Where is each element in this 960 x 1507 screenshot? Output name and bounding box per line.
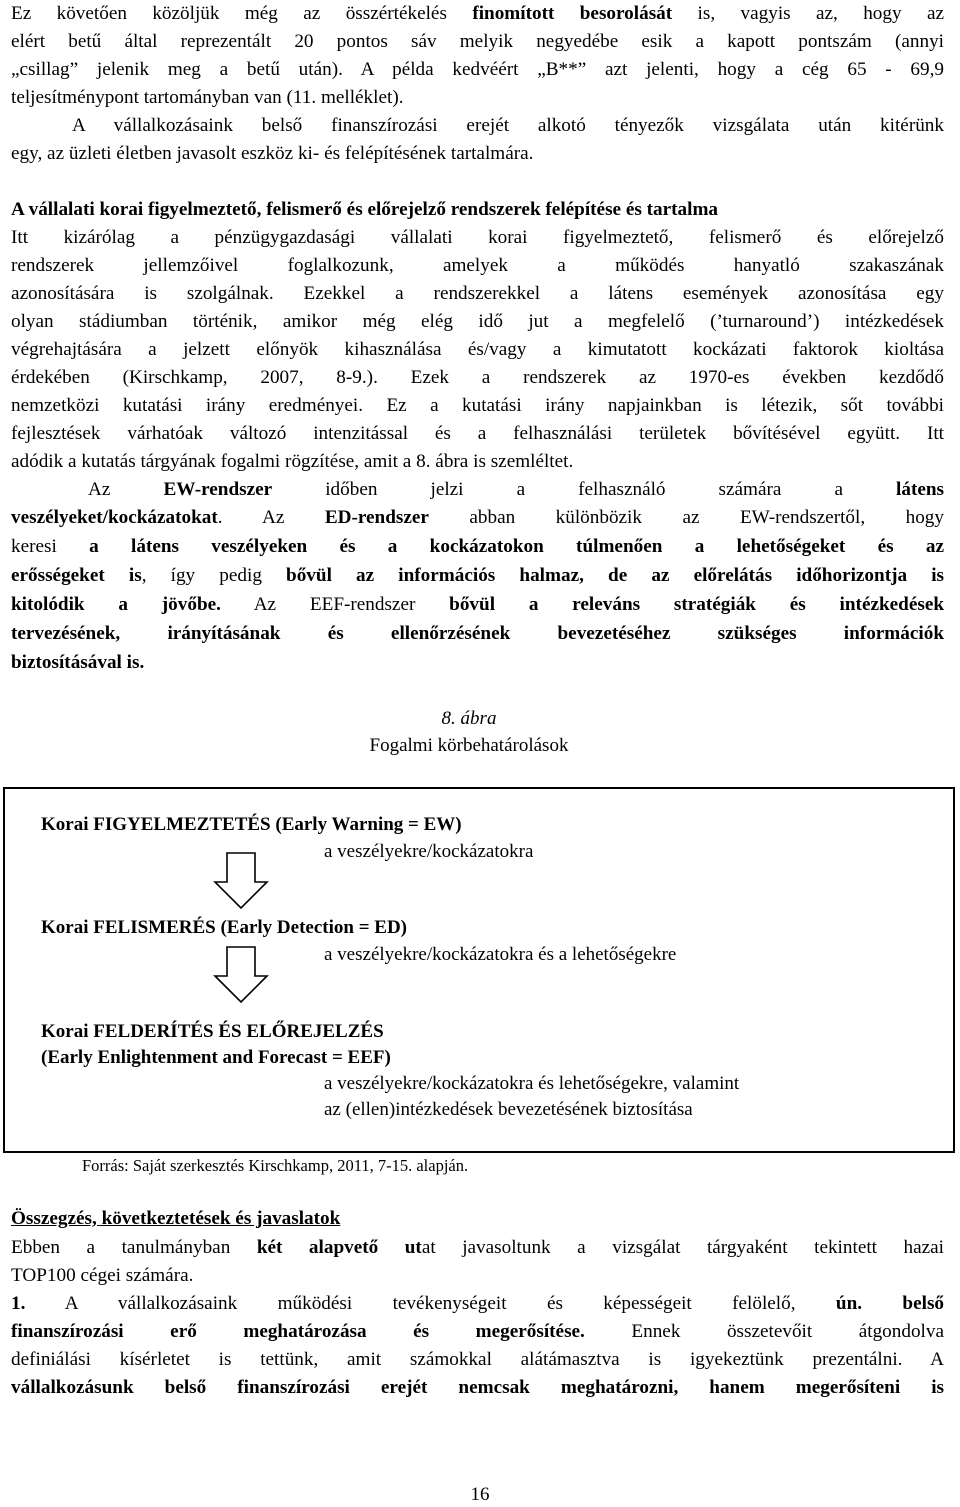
section-heading: A vállalati korai figyelmeztető, felismerő és előrejelző rendszerek felépítése és tartalma xyxy=(11,199,719,220)
text-line: definiálási kísérletet is tettünk, amit számokkal alátámasztva is igyekeztünk prezentálni. A xyxy=(11,1349,944,1370)
text-line: TOP100 cégei számára. xyxy=(11,1265,194,1286)
text-line: tervezésének, irányításának és ellenőrzésének bevezetéséhez szükséges információk xyxy=(11,623,944,644)
text-line: Az EW-rendszer időben jelzi a felhasználó számára a látens xyxy=(88,479,944,500)
down-arrow-icon xyxy=(213,946,269,1004)
text-line: olyan stádiumban történik, amikor még elég idő jut a megfelelő (’turnaround’) intézkedések xyxy=(11,311,944,332)
text-line: veszélyeket/kockázatokat. Az ED-rendszer abban különbözik az EW-rendszertől, hogy xyxy=(11,507,944,528)
text-line: erősségeket is, így pedig bővül az információs halmaz, de az előrelátás időhorizontja is xyxy=(11,565,945,586)
text-line: kitolódik a jövőbe. Az EEF-rendszer bővül a releváns stratégiák és intézkedések xyxy=(11,594,945,615)
text-line: fejlesztések várhatóak változó intenzitással és a felhasználási területek bővítésével együtt. Itt xyxy=(11,423,944,444)
ew-title: Korai FIGYELMEZTETÉS (Early Warning = EW) xyxy=(41,814,462,835)
ed-subtitle: a veszélyekre/kockázatokra és a lehetőségekre xyxy=(324,944,677,965)
eef-title-sub: (Early Enlightenment and Forecast = EEF) xyxy=(41,1047,391,1068)
text-line: adódik a kutatás tárgyának fogalmi rögzítése, amit a 8. ábra is szemléltet. xyxy=(11,451,574,472)
page-number: 16 xyxy=(470,1484,490,1505)
text-line: Itt kizárólag a pénzügygazdasági vállalati korai figyelmeztető, felismerő és előrejelző xyxy=(11,227,944,248)
text-line: azonosítására is szolgálnak. Ezekkel a rendszerekkel a látens események azonosítása egy xyxy=(11,283,944,304)
eef-subtitle: az (ellen)intézkedések bevezetésének biztosítása xyxy=(324,1099,693,1120)
down-arrow-icon xyxy=(213,852,269,910)
text-line: teljesítménypont tartományban van (11. melléklet). xyxy=(11,87,404,108)
text-line: Ebben a tanulmányban két alapvető utat javasoltunk a vizsgálat tárgyaként tekintett hazai xyxy=(11,1237,944,1258)
figure-title: Fogalmi körbehatárolások xyxy=(369,735,569,756)
text-line: érdekében (Kirschkamp, 2007, 8-9.). Ezek a rendszerek az 1970-es években kezdődő xyxy=(11,367,944,388)
ew-subtitle: a veszélyekre/kockázatokra xyxy=(324,841,534,862)
eef-title: Korai FELDERÍTÉS ÉS ELŐREJELZÉS xyxy=(41,1021,384,1042)
text-line: végrehajtására a jelzett előnyök kihasználása és/vagy a kimutatott kockázati faktorok kioltása xyxy=(11,339,944,360)
text-line: „csillag” jelenik meg a betű után). A példa kedvéért „B**” azt jelenti, hogy a cég 65 - 69,9 xyxy=(11,59,944,80)
section-heading: Összegzés, következtetések és javaslatok xyxy=(11,1208,341,1229)
text-line: 1. A vállalkozásaink működési tevékenységeit és képességeit felölelő, ún. belső xyxy=(11,1293,945,1314)
text-line: nemzetközi kutatási irány eredményei. Ez a kutatási irány napjainkban is létezik, sőt további xyxy=(11,395,944,416)
text-line: Ez követően közöljük még az összértékelés finomított besorolását is, vagyis az, hogy az xyxy=(11,3,944,24)
text-line: vállalkozásunk belső finanszírozási erejét nemcsak meghatározni, hanem megerősíteni is xyxy=(11,1377,944,1398)
figure-number: 8. ábra xyxy=(441,708,497,729)
text-line: keresi a látens veszélyeken és a kockázatokon túlmenően a lehetőségeket és az xyxy=(11,536,944,557)
text-line: rendszerek jellemzőivel foglalkozunk, amelyek a működés hanyatló szakaszának xyxy=(11,255,944,276)
text-line: egy, az üzleti életben javasolt eszköz ki- és felépítésének tartalmára. xyxy=(11,143,534,164)
text-line: finanszírozási erő meghatározása és megerősítése. Ennek összetevőit átgondolva xyxy=(11,1321,944,1342)
figure-source: Forrás: Saját szerkesztés Kirschkamp, 2011, 7-15. alapján. xyxy=(82,1156,469,1175)
text-line: elért betű által reprezentált 20 pontos sáv melyik negyedébe esik a kapott pontszám (annyi xyxy=(11,31,944,52)
text-line: A vállalkozásaink belső finanszírozási erejét alkotó tényezők vizsgálata után kitérünk xyxy=(72,115,944,136)
eef-subtitle: a veszélyekre/kockázatokra és lehetőségekre, valamint xyxy=(324,1073,740,1094)
text-line: biztosításával is. xyxy=(11,652,145,673)
ed-title: Korai FELISMERÉS (Early Detection = ED) xyxy=(41,917,408,938)
